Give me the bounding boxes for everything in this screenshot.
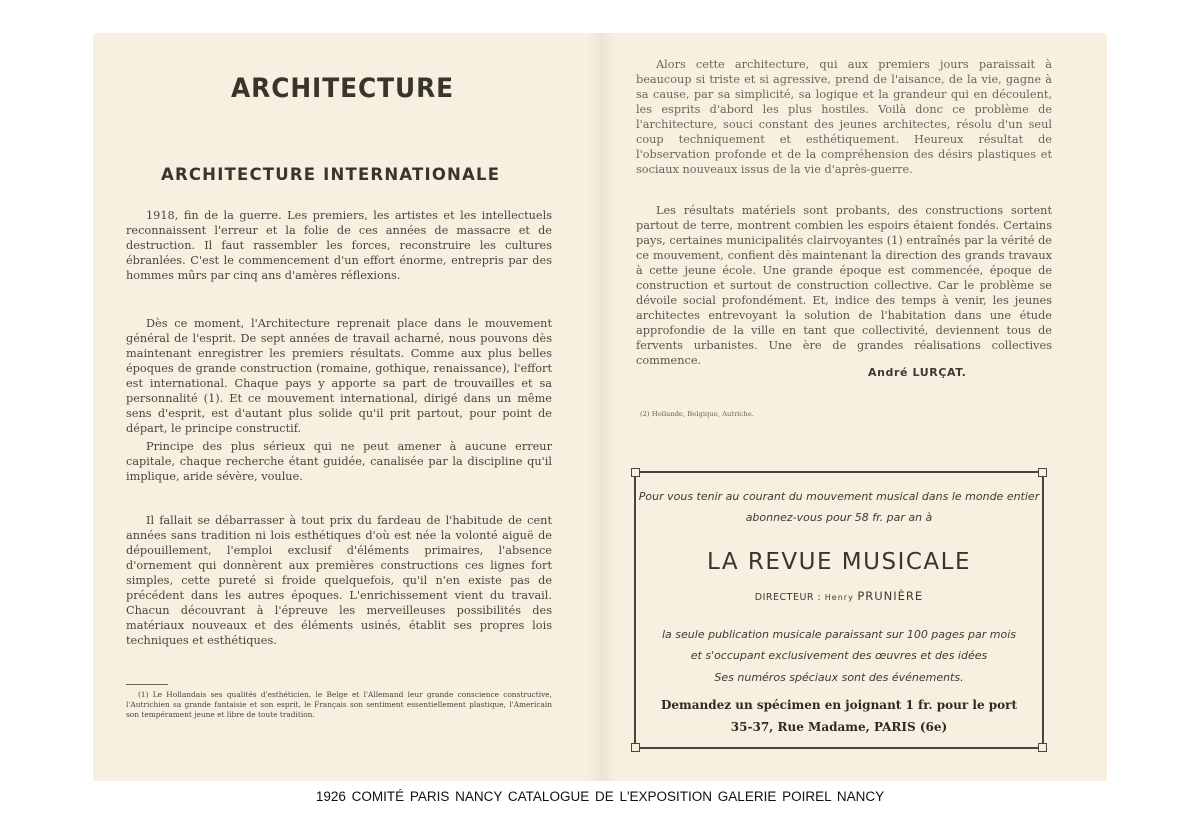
paragraph: Les résultats matériels sont probants, des constructions sortent partout de terre, montrent combien les espoirs étaient fondés. Certains pays, certaines municipalités clairvoyantes (1) entraînés par la vérité de ce mouvement, confient dès maintenant la direction des grands travaux à cette jeune école. Une grande époque est commencée, époque de construction et surtout de construction collective. Car le problème se dévoile social profondément. Et, indice des temps à venir, les jeunes architectes entrevoyant la solution de l'habitation dans une étude approfondie de la ville en tant que collectivité, deviennent tous de fervents urbanistes. Une ère de grandes réalisations collectives commence. — [636, 204, 1052, 367]
revue-musicale-advertisement — [634, 471, 1044, 749]
ad-director — [636, 589, 1042, 603]
ad-title: LA REVUE MUSICALE — [706, 549, 971, 575]
ad-description: la seule publication musicale paraissant sur 100 pages par mois — [662, 628, 1016, 641]
footnote: (1) Le Hollandais ses qualités d'esthéticien, le Belge et l'Allemand leur grande conscience constructive, l'Autrichien sa grande fantaisie et son esprit, le Français son sentiment essentiellement plastique, l'Americain son tempérament jeune et libre de toute tradition. — [126, 690, 552, 719]
ad-specimen-offer: Demandez un spécimen en joignant 1 fr. pour le port — [660, 698, 1018, 712]
ad-address: 35-37, Rue Madame, PARIS (6e) — [730, 720, 948, 734]
page-heading: ARCHITECTURE — [231, 73, 455, 104]
left-page — [93, 33, 600, 781]
ad-description: Ses numéros spéciaux sont des événements. — [714, 671, 964, 684]
paragraph: 1918, fin de la guerre. Les premiers, les artistes et les intellectuels reconnaissent l'erreur et la folie de ces années de massacre et de destruction. Il faut rassembler les forces, reconstruire les cultures ébranlées. C'est le commencement d'un effort énorme, entrepris par des hommes mûrs par cinq ans d'amères réflexions. — [126, 209, 552, 282]
frame-corner — [1038, 468, 1047, 477]
footnote: (2) Hollande, Belgique, Autriche. — [640, 410, 754, 418]
director-label: DIRECTEUR : — [754, 592, 822, 603]
director-first-name: Henry — [824, 593, 854, 602]
footnote-divider — [126, 684, 168, 685]
ad-intro: Pour vous tenir au courant du mouvement musical dans le monde entier — [638, 490, 1040, 503]
author-signature: André LURÇAT. — [868, 366, 967, 379]
paragraph: Principe des plus sérieux qui ne peut amener à aucune erreur capitale, chaque recherche étant guidée, canalisée par la discipline qu'il implique, aride sévère, voulue. — [126, 440, 552, 483]
catalogue-spread — [93, 33, 1107, 781]
frame-corner — [1038, 743, 1047, 752]
frame-corner — [631, 468, 640, 477]
ad-description: et s'occupant exclusivement des œuvres et des idées — [690, 649, 988, 662]
right-page — [600, 33, 1107, 781]
image-caption: 1926 COMITÉ PARIS NANCY CATALOGUE DE L'EXPOSITION GALERIE POIREL NANCY — [315, 789, 885, 804]
paragraph: Il fallait se débarrasser à tout prix du fardeau de l'habitude de cent années sans tradition ni lois esthétiques d'où est née la volonté aiguë de dépouillement, l'emploi exclusif d'éléments primaires, l'absence d'ornement qui donnèrent aux premières constructions ces lignes fort simples, cette pureté si froide quelquefois, qu'il n'en existe pas de précédent dans les autres époques. L'enrichissement vient du travail. Chacun découvrant à l'épreuve les merveilleuses possibilités des matériaux nouveaux et des éléments usinés, établit ses propres lois techniques et esthétiques. — [126, 514, 552, 647]
paragraph: Dès ce moment, l'Architecture reprenait place dans le mouvement général de l'esprit. De sept années de travail acharné, nous pouvons dès maintenant enregistrer les premiers résultats. Comme aux plus belles époques de grande construction (romaine, gothique, renaissance), l'effort est international. Chaque pays y apporte sa part de trouvailles et sa personnalité (1). Et ce mouvement international, dirigé dans un même sens d'esprit, est d'autant plus solide qu'il prit partout, pour point de départ, le principe constructif. — [126, 317, 552, 435]
frame-corner — [631, 743, 640, 752]
article-title: ARCHITECTURE INTERNATIONALE — [161, 165, 501, 184]
ad-subscription: abonnez-vous pour 58 fr. par an à — [745, 511, 933, 524]
director-last-name: PRUNIÈRE — [857, 589, 924, 603]
paragraph: Alors cette architecture, qui aux premiers jours paraissait à beaucoup si triste et si agressive, prend de l'aisance, de la vie, gagne à sa cause, par sa simplicité, sa logique et la grandeur qui en découlent, les esprits d'abord les plus hostiles. Voilà donc ce problème de l'architecture, souci constant des jeunes architectes, résolu d'un seul coup techniquement et esthétiquement. Heureux résultat de l'observation profonde et de la compréhension des désirs plastiques et sociaux nouveaux issus de la vie d'après-guerre. — [636, 58, 1052, 176]
